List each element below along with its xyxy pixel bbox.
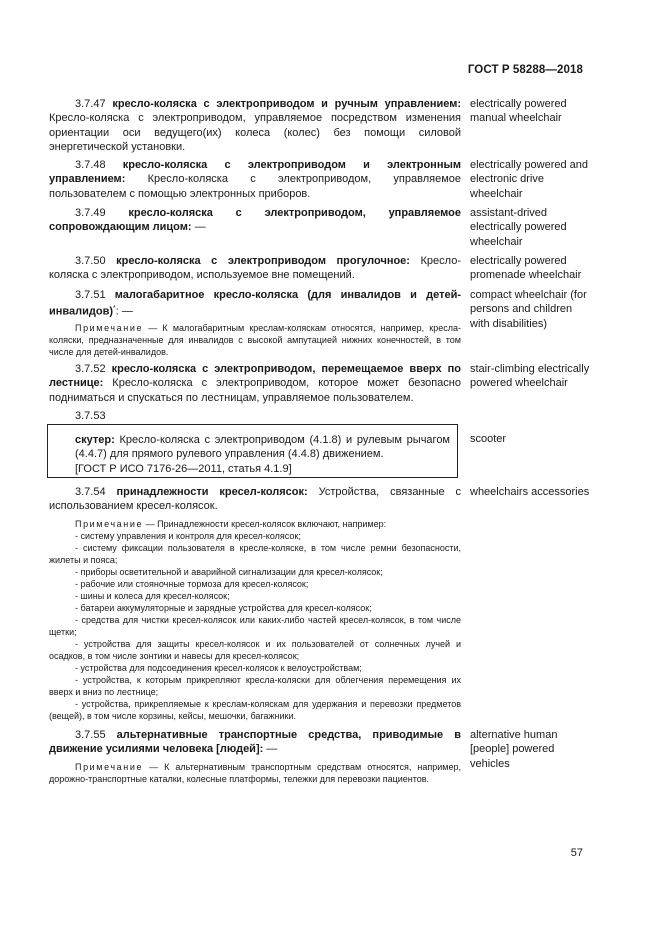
english-equivalent-3-7-55: alternative human [people] powered vehicles xyxy=(470,729,558,770)
entry-number: 3.7.52 xyxy=(75,363,112,375)
entry-term: кресло-коляска с электроприводом и электронным управлением: xyxy=(49,159,461,186)
note-3-7-51 xyxy=(49,322,461,358)
english-equivalent-3-7-47: electrically powered manual wheelchair xyxy=(470,98,567,125)
entry-definition: — xyxy=(263,743,278,756)
note-label: Примечание xyxy=(75,762,144,772)
entry-definition: Устройства, связанные с использованием кресел-колясок. xyxy=(49,486,462,513)
list-item: - устройства, к которым прикрепляют кресла-коляски для облегчения перемещения их вверх и вниз по лестнице; xyxy=(49,675,461,697)
note-3-7-54 xyxy=(49,518,461,722)
english-equivalent-3-7-49: assistant-drived electrically powered wheelchair xyxy=(470,207,567,248)
entry-term: принадлежности кресел-колясок: xyxy=(116,486,308,498)
term-entry-3-7-52 xyxy=(49,362,461,405)
entry-number: 3.7.48 xyxy=(75,159,123,171)
entry-number: 3.7.50 xyxy=(75,255,117,267)
entry-term: малогабаритное кресло-коляска (для инвалидов и детей-инвалидов) xyxy=(49,289,461,319)
term-entry-3-7-51 xyxy=(49,288,461,319)
entry-term: альтернативные транспортные средства, приводимые в движение усилиями человека [людей]: xyxy=(49,729,461,756)
entry-definition: Кресло-коляска с электроприводом, которое может безопасно подниматься и спускаться по лестницам, управляемое пользователем. xyxy=(49,377,461,404)
list-item: - приборы осветительной и аварийной сигнализации для кресел-колясок; xyxy=(75,567,383,577)
entry-number-3-7-53: 3.7.53 xyxy=(75,410,106,422)
term-entry-3-7-50 xyxy=(49,254,461,283)
list-item: - рабочие или стояночные тормоза для кресел-колясок; xyxy=(75,579,309,589)
footnote-marker: * xyxy=(113,305,116,313)
english-equivalent-3-7-52: stair-climbing electrically powered wheelchair xyxy=(470,363,590,390)
entry-term: кресло-коляска с электроприводом, управляемое сопровождающим лицом: xyxy=(49,207,461,234)
list-item: - устройства для подсоединения кресел-колясок к велоустройствам; xyxy=(75,663,362,673)
term-entry-3-7-47 xyxy=(49,97,461,155)
entry-number: 3.7.55 xyxy=(75,729,117,741)
term-entry-3-7-54 xyxy=(49,485,461,514)
term-entry-3-7-55 xyxy=(49,728,461,757)
note-text: — Принадлежности кресел-колясок включают, например: xyxy=(143,519,387,529)
list-item: - устройства для защиты кресел-колясок и их пользователей от солнечных лучей и осадков, в том числе зонтики и навесы для кресел-колясок; xyxy=(49,639,461,661)
note-label: Примечание xyxy=(75,323,144,333)
note-text: — К альтернативным транспортным средствам относятся, например, дорожно-транспортные каталки, колесные платформы, тележки для перевозки пациентов. xyxy=(49,762,461,784)
entry-term: скутер: xyxy=(75,434,115,446)
entry-term: кресло-коляска с электроприводом прогулочное: xyxy=(116,255,410,267)
english-equivalent-3-7-48: electrically powered and electronic drive wheelchair xyxy=(470,159,589,200)
entry-number: 3.7.54 xyxy=(75,486,117,498)
entry-definition: Кресло-коляска с электроприводом, используемое вне помещений. xyxy=(49,255,461,282)
note-text: — К малогабаритным креслам-коляскам относятся, например, кресла-коляски, предназначенные для инвалидов с высокой ампутацией нижних конечностей, в том числе для детей-инвалидов. xyxy=(49,323,461,357)
english-equivalent-3-7-51: compact wheelchair (for persons and children with disabilities) xyxy=(470,289,587,330)
document-standard-number: ГОСТ Р 58288—2018 xyxy=(467,64,583,76)
english-equivalent-3-7-54: wheelchairs accessories xyxy=(470,486,590,498)
list-item: - систему управления и контроля для кресел-колясок; xyxy=(75,531,301,541)
entry-definition: : — xyxy=(115,306,133,319)
entry-term: кресло-коляска с электроприводом и ручным управлением: xyxy=(112,98,461,110)
source-reference: [ГОСТ Р ИСО 7176-26—2011, статья 4.1.9] xyxy=(75,463,292,475)
list-item: - систему фиксации пользователя в кресле-коляске, в том числе ремни безопасности, жилеты и пояса; xyxy=(49,543,461,565)
entry-definition: Кресло-коляска с электроприводом, управляемое посредством изменения ориентации оси ведущего(их) колеса (колес) без помощи силовой энергетической установки. xyxy=(49,112,461,154)
list-item: - устройства, прикрепляемые к креслам-коляскам для удержания и перевозки предметов (вещей), в том числе корзины, кейсы, мешочки, багажники. xyxy=(49,699,461,721)
entry-definition: Кресло-коляска с электроприводом (4.1.8) и рулевым рычагом (4.4.7) для прямого рулевого управления (4.4.8) движением. xyxy=(75,434,450,461)
list-item: - шины и колеса для кресел-колясок; xyxy=(75,591,230,601)
entry-number: 3.7.49 xyxy=(75,207,129,219)
english-equivalent-3-7-50: electrically powered promenade wheelchair xyxy=(470,255,582,282)
list-item: - батареи аккумуляторные и зарядные устройства для кресел-колясок; xyxy=(75,603,372,613)
term-entry-3-7-49 xyxy=(49,206,461,235)
entry-number: 3.7.47 xyxy=(75,98,113,110)
english-equivalent-3-7-53: scooter xyxy=(470,433,507,445)
page-number: 57 xyxy=(570,847,583,859)
entry-term: кресло-коляска с электроприводом, перемещаемое вверх по лестнице: xyxy=(49,363,461,390)
term-entry-3-7-48 xyxy=(49,158,461,201)
note-label: Примечание xyxy=(75,519,144,529)
entry-number: 3.7.51 xyxy=(75,289,115,301)
quoted-definition-box xyxy=(47,424,458,478)
note-3-7-55 xyxy=(49,761,461,785)
entry-definition: — xyxy=(191,221,206,234)
entry-definition: Кресло-коляска с электроприводом, управляемое пользователем с помощью электронных приборов. xyxy=(49,173,461,200)
term-entry-3-7-53 xyxy=(75,433,450,462)
list-item: - средства для чистки кресел-колясок или каких-либо частей кресел-колясок, в том числе щетки; xyxy=(49,615,461,637)
